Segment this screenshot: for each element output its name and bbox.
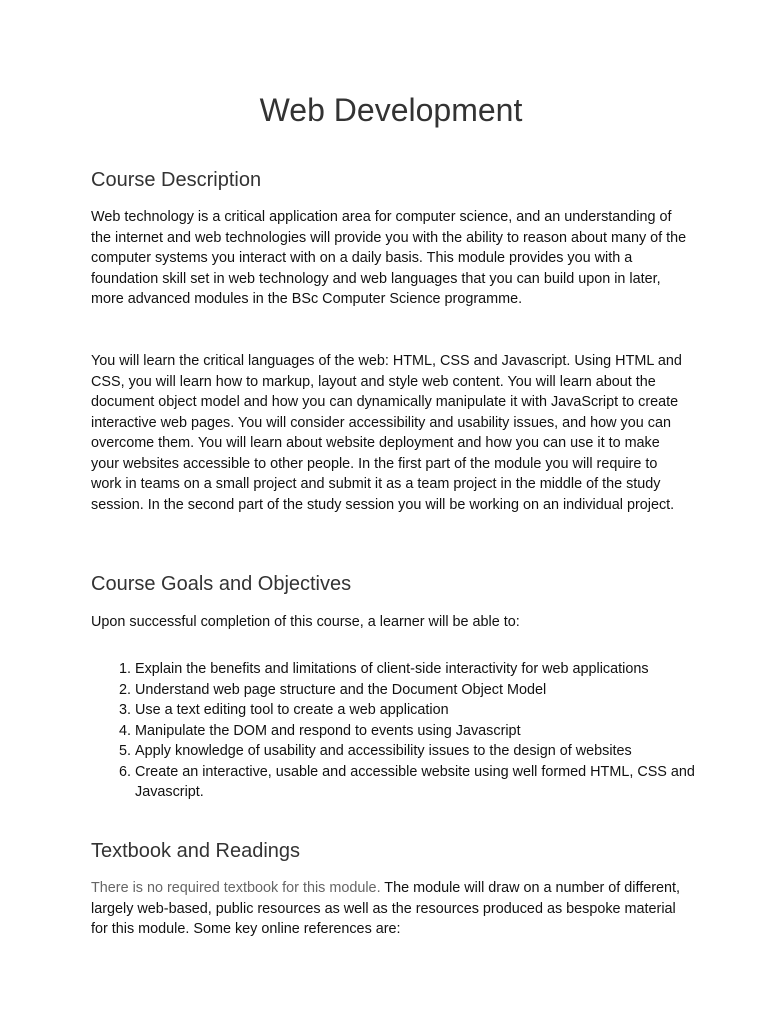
- section-heading-textbook-readings: Textbook and Readings: [91, 840, 301, 862]
- goal-item: 2. Understand web page structure and the Document Object Model: [135, 680, 735, 701]
- goal-item: 6. Create an interactive, usable and accessible website using well formed HTML, CSS and Javascript.: [135, 762, 735, 803]
- goal-item: 4. Manipulate the DOM and respond to events using Javascript: [135, 721, 735, 742]
- goals-intro: Upon successful completion of this course, a learner will be able to:: [91, 614, 520, 630]
- goal-item: 5. Apply knowledge of usability and accessibility issues to the design of websites: [135, 741, 735, 762]
- readings-lead-text: There is no required textbook for this module.: [91, 880, 381, 896]
- section-heading-course-description: Course Description: [91, 169, 262, 191]
- document-title: Web Development: [259, 92, 523, 128]
- description-paragraph-2: You will learn the critical languages of the web: HTML, CSS and Javascript. Using HTML and CSS, you will learn how to markup, layout and style web content. You will learn about the document object model and how you can dynamically manipulate it with JavaScript to create interactive web pages. You will consider accessibility and usability issues, and how you can overcome them. You will learn about website deployment and how you can use it to make your websites accessible to other people. In the first part of the module you will require to work in teams on a small project and submit it as a team project in the middle of the study session. In the second part of the study session you will be working on an individual project.: [91, 353, 682, 513]
- readings-rest-text: The module will draw on a number of different, largely web-based, public resources as well as the resources produced as bespoke material for this module. Some key online references are:: [91, 880, 680, 937]
- goal-item: 1. Explain the benefits and limitations of client-side interactivity for web applications: [135, 659, 735, 680]
- section-heading-course-goals: Course Goals and Objectives: [91, 573, 352, 595]
- goal-item: 3. Use a text editing tool to create a web application: [135, 700, 735, 721]
- readings-paragraph: [91, 878, 691, 940]
- description-paragraph-1: Web technology is a critical application area for computer science, and an understanding of the internet and web technologies will provide you with the ability to reason about many of the computer systems you interact with on a daily basis. This module provides you with a foundation skill set in web technology and web languages that you can build upon in later, more advanced modules in the BSc Computer Science programme.: [91, 209, 687, 307]
- goals-list: [91, 659, 735, 803]
